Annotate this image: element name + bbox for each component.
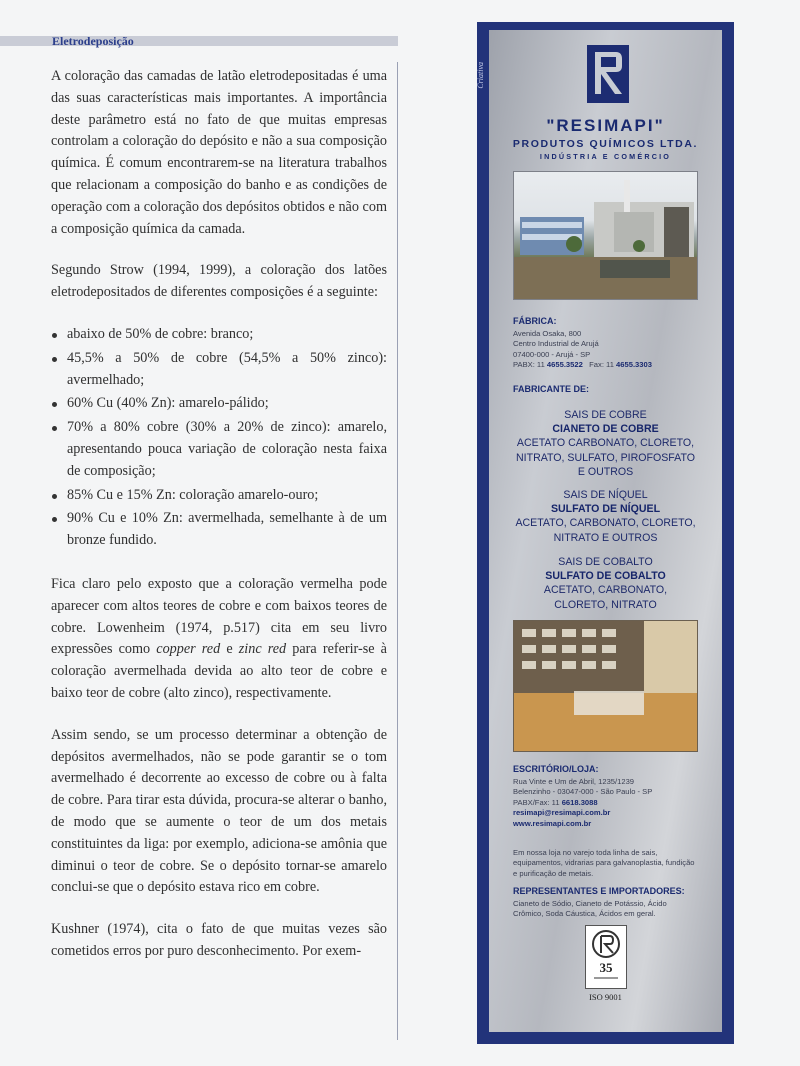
section-title: Eletrodeposição: [52, 34, 134, 48]
maker-heading: FABRICANTE DE:: [513, 384, 589, 394]
factory-heading: FÁBRICA:: [513, 316, 557, 326]
brand-tagline: INDÚSTRIA E COMÉRCIO: [539, 152, 672, 161]
office-heading: ESCRITÓRIO/LOJA:: [513, 764, 599, 774]
cobalt-salts: SAIS DE COBALTO SULFATO DE COBALTO ACETATO, CARBONATO, CLORETO, NITRATO: [543, 556, 668, 611]
article-body: [51, 66, 387, 983]
term-zinc-red: zinc red: [238, 641, 287, 658]
list-item: 45,5% a 50% de cobre (54,5% a 50% zinco): avermelhado;: [51, 348, 387, 392]
paragraph-5: Kushner (1974), cita o fato de que muitas vezes são cometidos erros por puro desconhecimento. Por exem-: [51, 921, 387, 959]
brand-subtitle: PRODUTOS QUÍMICOS LTDA.: [512, 138, 699, 150]
iso-badge-number: 35: [599, 960, 613, 975]
reps-products: Cianeto de Sódio, Cianeto de Potássio, Ácido Crômico, Soda Cáustica, Ácidos em geral.: [513, 899, 667, 919]
paragraph-2: Segundo Strow (1994, 1999), a coloração dos latões eletrodepositados de diferentes composições é a seguinte:: [51, 262, 387, 301]
office-address: Rua Vinte e Um de Abril, 1235/1239 Belenzinho - 03047-000 - São Paulo - SP PABX/Fax: 11 6618.3088 resimapi@resimapi.com.br www.resimapi.com.br: [513, 777, 653, 828]
paragraph-3: Fica claro pelo exposto que a coloração vermelha pode aparecer com altos teores de cobre e com baixos teores de cobre. Lowenheim (1974, p.517) cita em seu livro expressões como copper red e zinc red para referir-se à coloração avermelhada devida ao alto teor de cobre e baixo teor de cobre (alto zinco), respectivamente.: [51, 575, 387, 701]
reps-heading: REPRESENTANTES E IMPORTADORES:: [513, 886, 685, 896]
advertisement: [477, 22, 734, 1044]
list-item: 60% Cu (40% Zn): amarelo-pálido;: [51, 393, 387, 415]
email-link[interactable]: resimapi@resimapi.com.br: [513, 808, 611, 818]
color-list: [51, 324, 387, 552]
column-divider: [397, 62, 398, 1040]
factory-photo: [513, 171, 698, 300]
ad-panel: [489, 30, 722, 1032]
copper-salts: SAIS DE COBRE CIANETO DE COBRE ACETATO CARBONATO, CLORETO, NITRATO, SULFATO, PIROFOSFATO E OUTROS: [516, 409, 695, 478]
factory-address: Avenida Osaka, 800 Centro Industrial de Arujá 07400-000 - Arujá - SP PABX: 11 4655.3522 Fax: 11 4655.3303: [513, 329, 652, 370]
list-item: abaixo de 50% de cobre: branco;: [51, 324, 387, 346]
ad-credit: Criativa: [476, 62, 485, 89]
list-item: 85% Cu e 15% Zn: coloração amarelo-ouro;: [51, 485, 387, 507]
brand-name: "RESIMAPI": [546, 116, 665, 135]
nickel-salts: SAIS DE NÍQUEL SULFATO DE NÍQUEL ACETATO, CARBONATO, CLORETO, NITRATO E OUTROS: [515, 489, 696, 544]
paragraph-1: A coloração das camadas de latão eletrodepositadas é uma das suas características mais importantes. A importância deste parâmetro está no fato de que muitas empresas controlam a coloração do depósito e não a sua composição química. É comum encontrarem-se na literatura trabalhos que relacionam a composição do banho e as condições de operação com a coloração dos depósitos obtidos e não com a composição química da camada.: [51, 68, 387, 237]
store-photo: [513, 620, 698, 752]
resimapi-logo-icon: [586, 44, 630, 104]
paragraph-4: Assim sendo, se um processo determinar a obtenção de depósitos avermelhados, não se pode garantir se o tom avermelhado é decorrente ao excesso de cobre ou à falta de cobre. Para tirar esta dúvida, procura-se alterar o banho, de modo que se aumente o teor de um dos metais constituintes da liga: por exemplo, adiciona-se amônia que diminui o teor de cobre. Se o depósito tornar-se amarelo conclui-se que o depósito estava rico em cobre.: [51, 726, 387, 896]
term-copper-red: copper red: [156, 641, 221, 658]
list-item: 90% Cu e 10% Zn: avermelhada, semelhante à de um bronze fundido.: [51, 508, 387, 552]
iso-label: ISO 9001: [589, 992, 622, 1002]
store-description: Em nossa loja no varejo toda linha de sais, equipamentos, vidrarias para galvanoplastia, fundição e purificação de metais.: [513, 848, 695, 878]
list-item: 70% a 80% cobre (30% a 20% de zinco): amarelo, apresentando pouca variação de coloração nesta faixa de composição;: [51, 417, 387, 482]
iso-seal-icon: [585, 925, 627, 989]
website-link[interactable]: www.resimapi.com.br: [513, 818, 592, 828]
